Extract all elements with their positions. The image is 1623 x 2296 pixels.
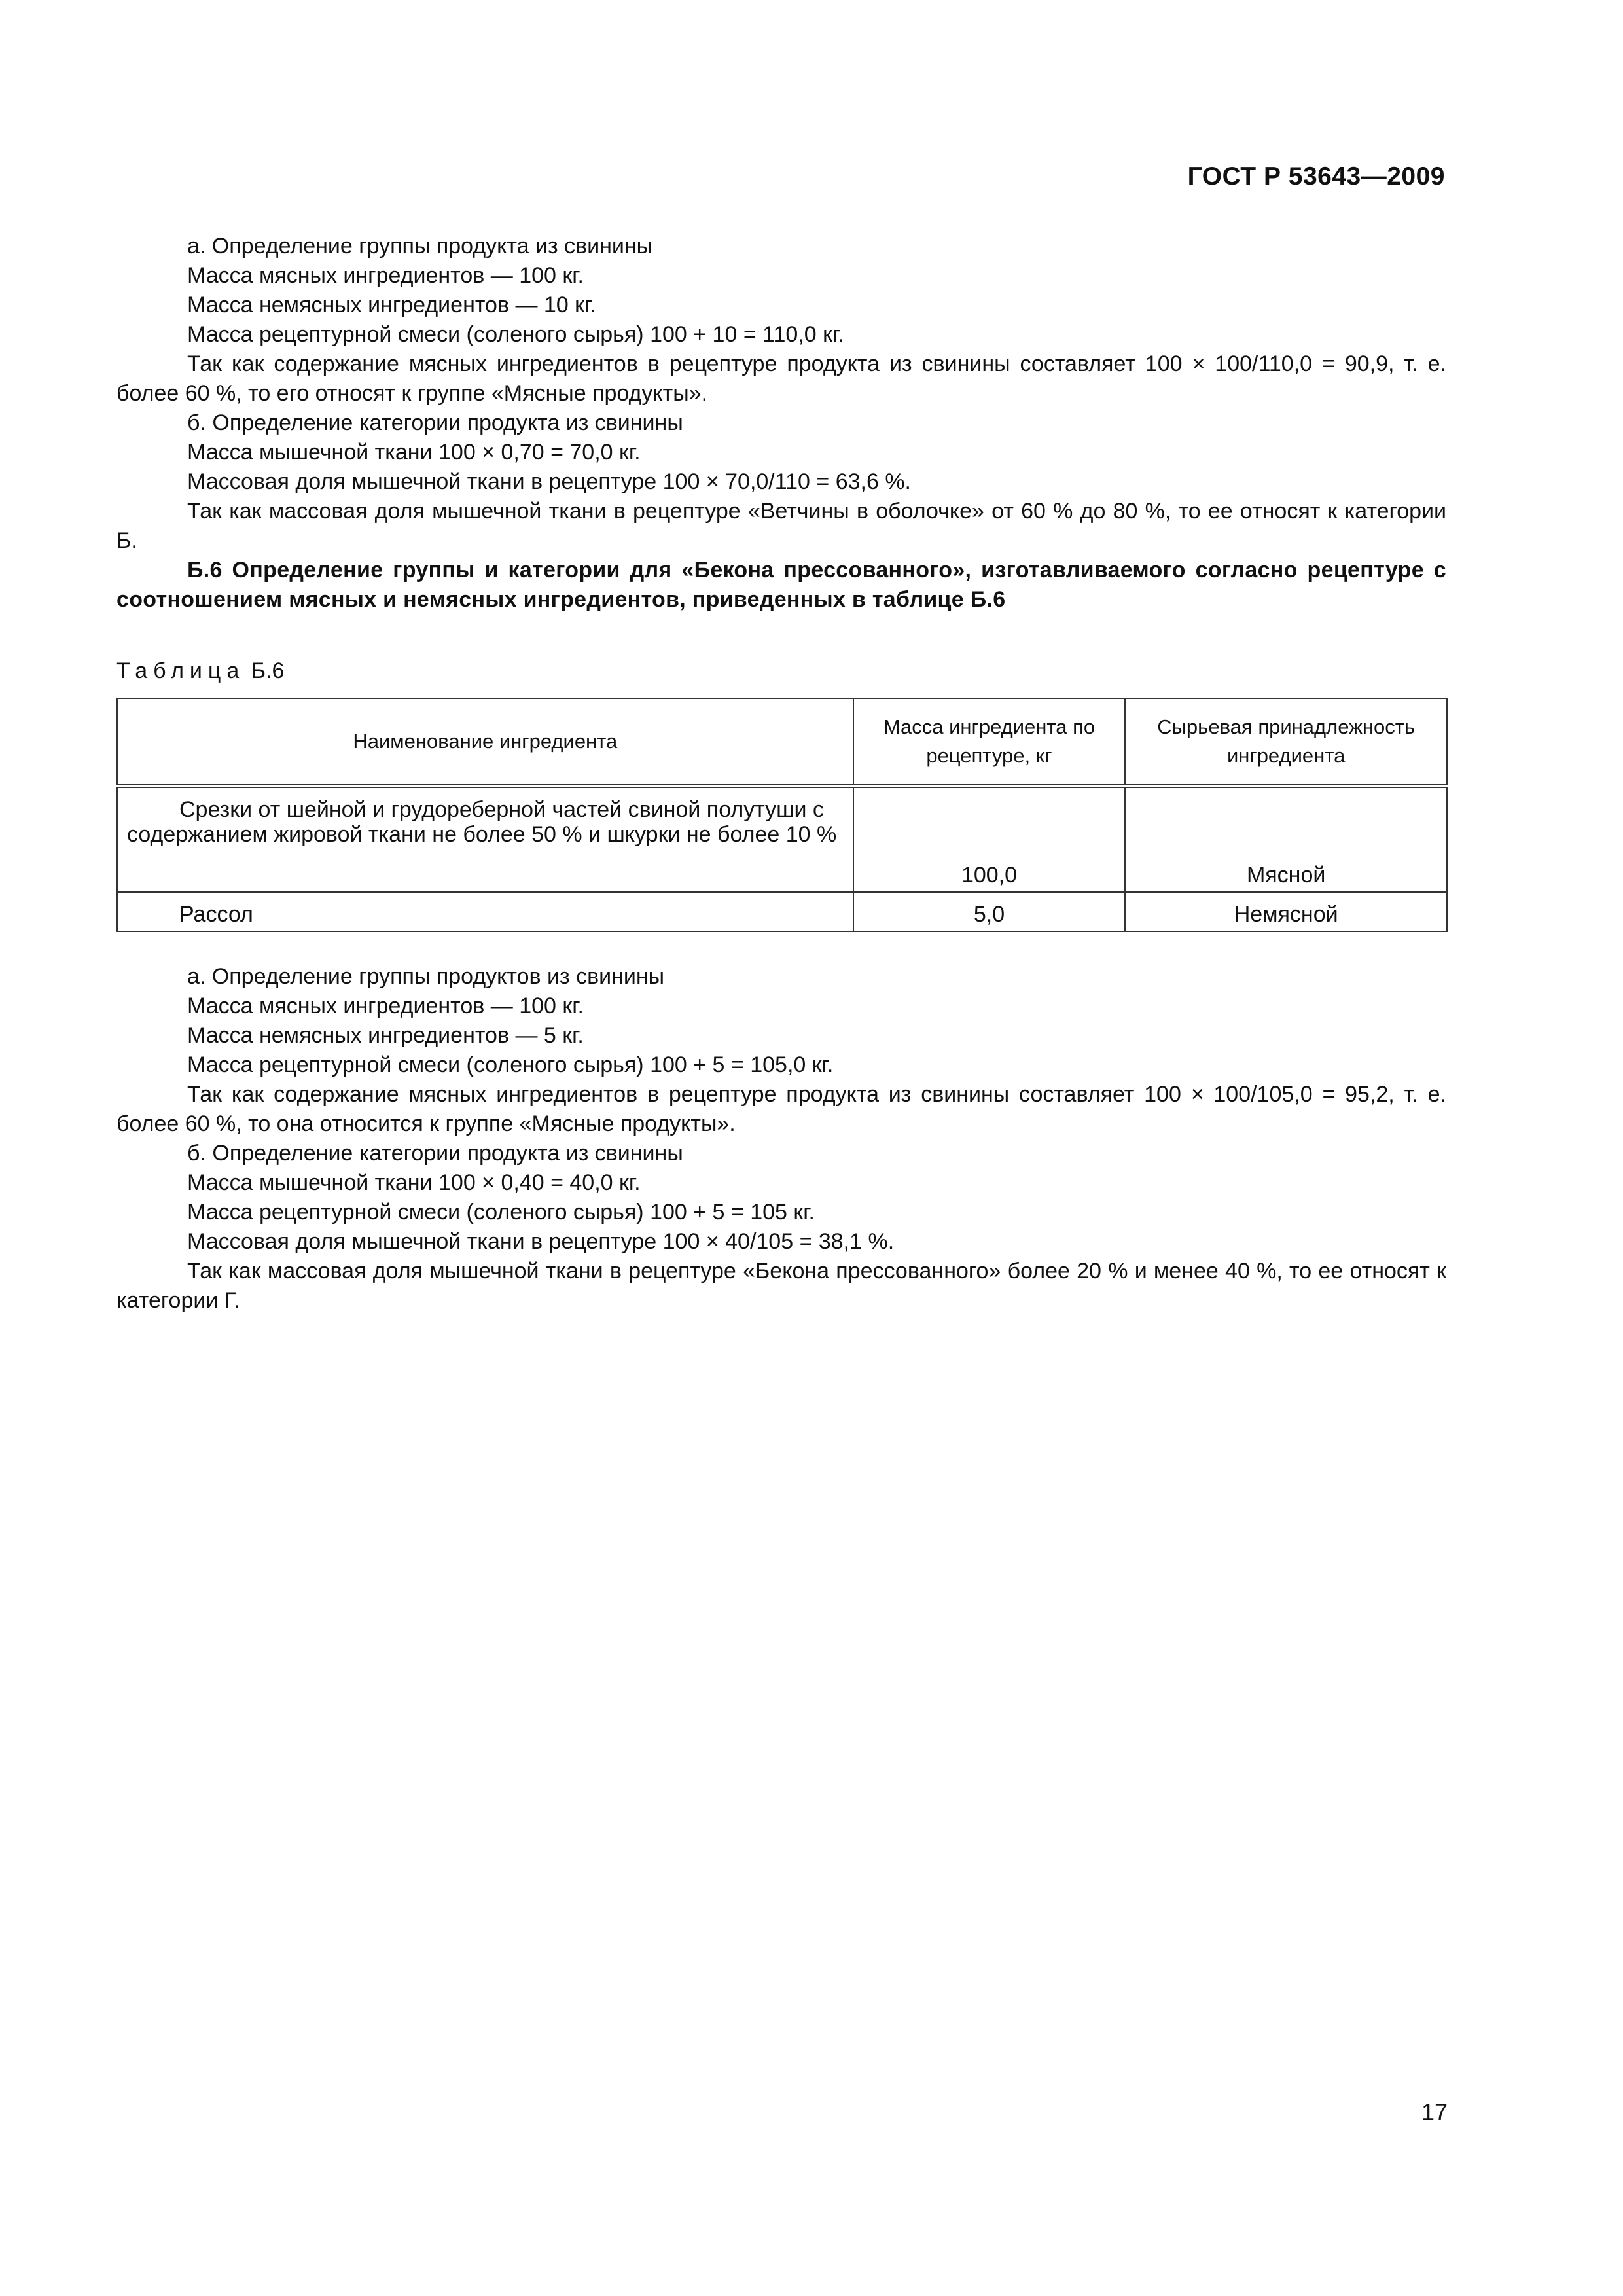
table-row (117, 786, 1447, 892)
paragraph: Так как массовая доля мышечной ткани в рецептуре «Ветчины в оболочке» от 60 % до 80 %, то ее относят к категории Б. (116, 499, 1446, 553)
cell-ingredient-type: Мясной (1125, 786, 1447, 892)
standard-designation: ГОСТ Р 53643—2009 (1187, 162, 1445, 190)
paragraph: Так как содержание мясных ингредиентов в рецептуре продукта из свинины составляет 100 × 100/105,0 = 95,2, т. е. более 60 %, то она относится к группе «Мясные продукты». (116, 1082, 1446, 1136)
section-bottom (116, 962, 1446, 1316)
section-top (116, 232, 1446, 615)
paragraph: а. Определение группы продукта из свинины (187, 234, 653, 259)
cell-ingredient-mass: 100,0 (853, 786, 1126, 892)
paragraph: б. Определение категории продукта из свинины (187, 1141, 683, 1166)
paragraph: Масса рецептурной смеси (соленого сырья) 100 + 5 = 105 кг. (187, 1200, 815, 1225)
cell-ingredient-name (117, 786, 853, 892)
paragraph: а. Определение группы продуктов из свинины (187, 964, 665, 989)
section-heading: Б.6 Определение группы и категории для «Бекона прессованного», изготавливаемого согласно рецептуре с соотношением мясных и немясных ингредиентов, приведенных в таблице Б.6 (116, 558, 1446, 612)
table-row (117, 892, 1447, 931)
ingredients-table (116, 698, 1448, 932)
paragraph: Масса рецептурной смеси (соленого сырья) 100 + 10 = 110,0 кг. (187, 322, 844, 347)
table-caption-id: Б.6 (251, 658, 285, 683)
table-caption-word: Таблица (116, 658, 245, 683)
paragraph: Так как содержание мясных ингредиентов в рецептуре продукта из свинины составляет 100 × 100/110,0 = 90,9, т. е. более 60 %, то его относят к группе «Мясные продукты». (116, 351, 1446, 406)
paragraph: Масса мышечной ткани 100 × 0,40 = 40,0 кг. (187, 1170, 641, 1195)
paragraph: Масса немясных ингредиентов — 10 кг. (187, 293, 596, 317)
paragraph: Массовая доля мышечной ткани в рецептуре 100 × 70,0/110 = 63,6 %. (187, 469, 911, 494)
column-header-mass: Масса ингредиента по рецептуре, кг (853, 698, 1126, 786)
paragraph: Масса рецептурной смеси (соленого сырья) 100 + 5 = 105,0 кг. (187, 1052, 834, 1077)
page-number: 17 (1421, 2098, 1448, 2125)
paragraph: Масса мышечной ткани 100 × 0,70 = 70,0 кг. (187, 440, 641, 465)
cell-ingredient-name-text: Рассол (179, 902, 253, 927)
column-header-type: Сырьевая принадлежность ингредиента (1125, 698, 1447, 786)
column-header-name: Наименование ингредиента (117, 698, 853, 786)
cell-ingredient-name (117, 892, 853, 931)
cell-ingredient-name-text: Срезки от шейной и грудореберной частей свиной полутуши с содержанием жировой ткани не более 50 % и шкурки не более 10 % (127, 797, 837, 847)
cell-ingredient-mass: 5,0 (853, 892, 1126, 931)
paragraph: Массовая доля мышечной ткани в рецептуре 100 × 40/105 = 38,1 %. (187, 1229, 895, 1254)
paragraph: Масса мясных ингредиентов — 100 кг. (187, 263, 584, 288)
paragraph: Так как массовая доля мышечной ткани в рецептуре «Бекона прессованного» более 20 % и менее 40 %, то ее относят к категории Г. (116, 1259, 1446, 1313)
paragraph: б. Определение категории продукта из свинины (187, 410, 683, 435)
cell-ingredient-type: Немясной (1125, 892, 1447, 931)
table-caption (116, 656, 284, 686)
paragraph: Масса мясных ингредиентов — 100 кг. (187, 994, 584, 1018)
table-header-row (117, 698, 1447, 786)
paragraph: Масса немясных ингредиентов — 5 кг. (187, 1023, 584, 1048)
